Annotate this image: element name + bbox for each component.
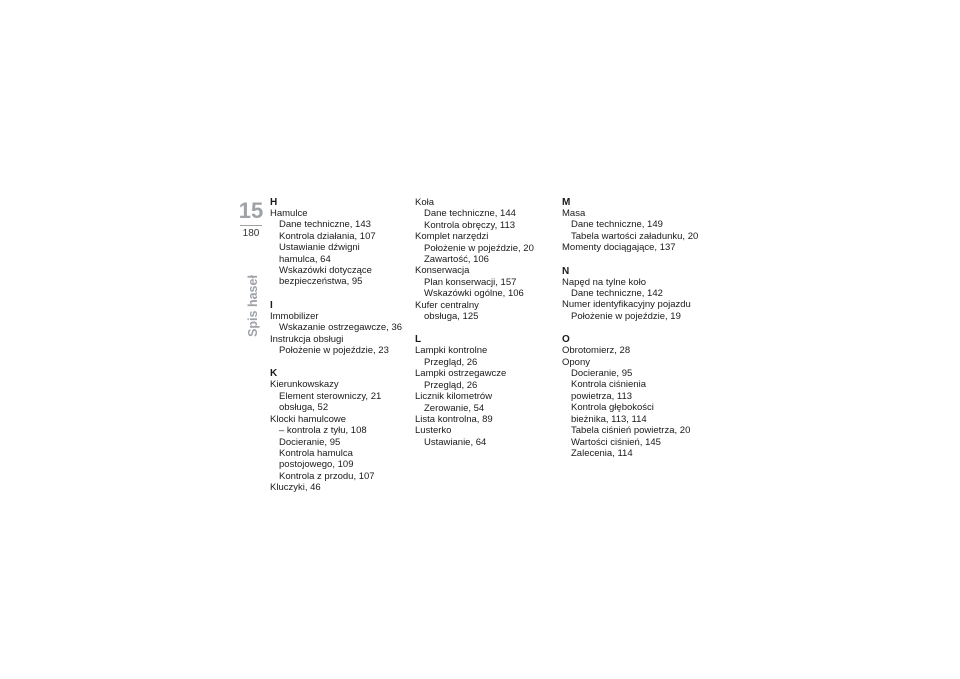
index-subentry: Wartości ciśnień, 145 <box>571 436 661 448</box>
section-spacer <box>562 322 702 334</box>
index-entry: Momenty dociągające, 137 <box>562 242 676 254</box>
chapter-number: 15 <box>238 198 264 223</box>
index-section-letter: M <box>562 197 571 208</box>
chapter-title: Spis haseł <box>246 275 260 337</box>
index-entry: Kufer centralny <box>415 299 479 311</box>
index-subentry: hamulca, 64 <box>279 253 331 265</box>
section-spacer <box>415 322 555 334</box>
index-section-letter: L <box>415 334 422 346</box>
index-section-letter: H <box>270 197 278 208</box>
index-subentry: Kontrola z przodu, 107 <box>279 470 375 482</box>
index-subentry: Zerowanie, 54 <box>424 402 485 414</box>
index-entry: Immobilizer <box>270 310 319 322</box>
index-subentry: Ustawianie dźwigni <box>279 242 360 254</box>
index-subentry: Kontrola ciśnienia <box>571 379 646 391</box>
index-subentry: obsługa, 52 <box>279 402 329 414</box>
index-section-letter: N <box>562 265 570 277</box>
index-column-1 <box>270 197 410 494</box>
index-subentry: Wskazówki ogólne, 106 <box>424 288 524 300</box>
index-subentry: Dane techniczne, 142 <box>571 288 663 300</box>
index-subentry: Kontrola głębokości <box>571 402 654 414</box>
index-subentry: Położenie w pojeździe, 23 <box>279 345 389 357</box>
index-section-letter: I <box>270 299 273 311</box>
index-subentry: Dane techniczne, 143 <box>279 219 371 231</box>
index-subentry: Tabela ciśnień powietrza, 20 <box>571 425 691 437</box>
index-entry: Lusterko <box>415 425 452 437</box>
index-entry: Konserwacja <box>415 265 470 277</box>
index-subentry: powietrza, 113 <box>571 390 633 402</box>
index-subentry: obsługa, 125 <box>424 311 479 323</box>
index-subentry: Dane techniczne, 144 <box>424 208 516 220</box>
index-entry: Instrukcja obsługi <box>270 333 344 345</box>
index-subentry: Ustawianie, 64 <box>424 436 487 448</box>
index-entry: Kluczyki, 46 <box>270 482 321 494</box>
index-entry: Numer identyfikacyjny pojazdu <box>562 299 691 311</box>
index-entry: Masa <box>562 208 586 219</box>
index-subentry: postojowego, 109 <box>279 459 354 471</box>
index-subentry: bieżnika, 113, 114 <box>571 413 647 425</box>
index-subentry: Wskazanie ostrzegawcze, 36 <box>279 322 403 334</box>
index-subentry: Kontrola hamulca <box>279 447 353 459</box>
index-subentry: Położenie w pojeździe, 19 <box>571 310 681 322</box>
index-subentry: Kontrola obręczy, 113 <box>424 219 516 231</box>
page-number: 180 <box>240 225 262 239</box>
index-subentry: Wskazówki dotyczące <box>279 265 372 277</box>
section-spacer <box>270 288 410 300</box>
chapter-title-vertical <box>233 275 273 337</box>
index-subentry: – kontrola z tyłu, 108 <box>279 425 367 437</box>
index-column-3 <box>562 197 702 459</box>
index-entry: Hamulce <box>270 208 308 219</box>
index-entry: Kierunkowskazy <box>270 379 339 391</box>
index-section-letter: K <box>270 368 278 380</box>
index-entry: Licznik kilometrów <box>415 391 493 403</box>
index-column-2 <box>415 197 555 448</box>
index-subentry: bezpieczeństwa, 95 <box>279 276 363 288</box>
index-entry: Opony <box>562 356 590 368</box>
section-spacer <box>562 254 702 266</box>
index-subentry: Kontrola działania, 107 <box>279 230 376 242</box>
index-subentry: Dane techniczne, 149 <box>571 219 663 231</box>
index-subentry: Zalecenia, 114 <box>571 447 633 459</box>
index-entry: Lampki ostrzegawcze <box>415 368 507 380</box>
index-entry: Lampki kontrolne <box>415 345 488 357</box>
index-entry: Napęd na tylne koło <box>562 276 646 288</box>
index-subentry: Tabela wartości załadunku, 20 <box>571 230 699 242</box>
index-subentry: Docieranie, 95 <box>279 436 341 448</box>
index-entry: Lista kontrolna, 89 <box>415 413 493 425</box>
section-spacer <box>270 356 410 368</box>
index-entry: Klocki hamulcowe <box>270 413 347 425</box>
index-entry: Obrotomierz, 28 <box>562 345 631 357</box>
index-subentry: Przegląd, 26 <box>424 356 478 368</box>
index-subentry: Plan konserwacji, 157 <box>424 276 517 288</box>
index-subentry: Element sterowniczy, 21 <box>279 390 382 402</box>
index-entry: Koła <box>415 197 435 208</box>
index-subentry: Położenie w pojeździe, 20 <box>424 242 534 254</box>
index-subentry: Docieranie, 95 <box>571 368 633 380</box>
index-subentry: Przegląd, 26 <box>424 379 478 391</box>
index-entry: Komplet narzędzi <box>415 231 489 243</box>
index-subentry: Zawartość, 106 <box>424 254 489 266</box>
index-section-letter: O <box>562 334 570 346</box>
chapter-marker <box>240 200 262 239</box>
